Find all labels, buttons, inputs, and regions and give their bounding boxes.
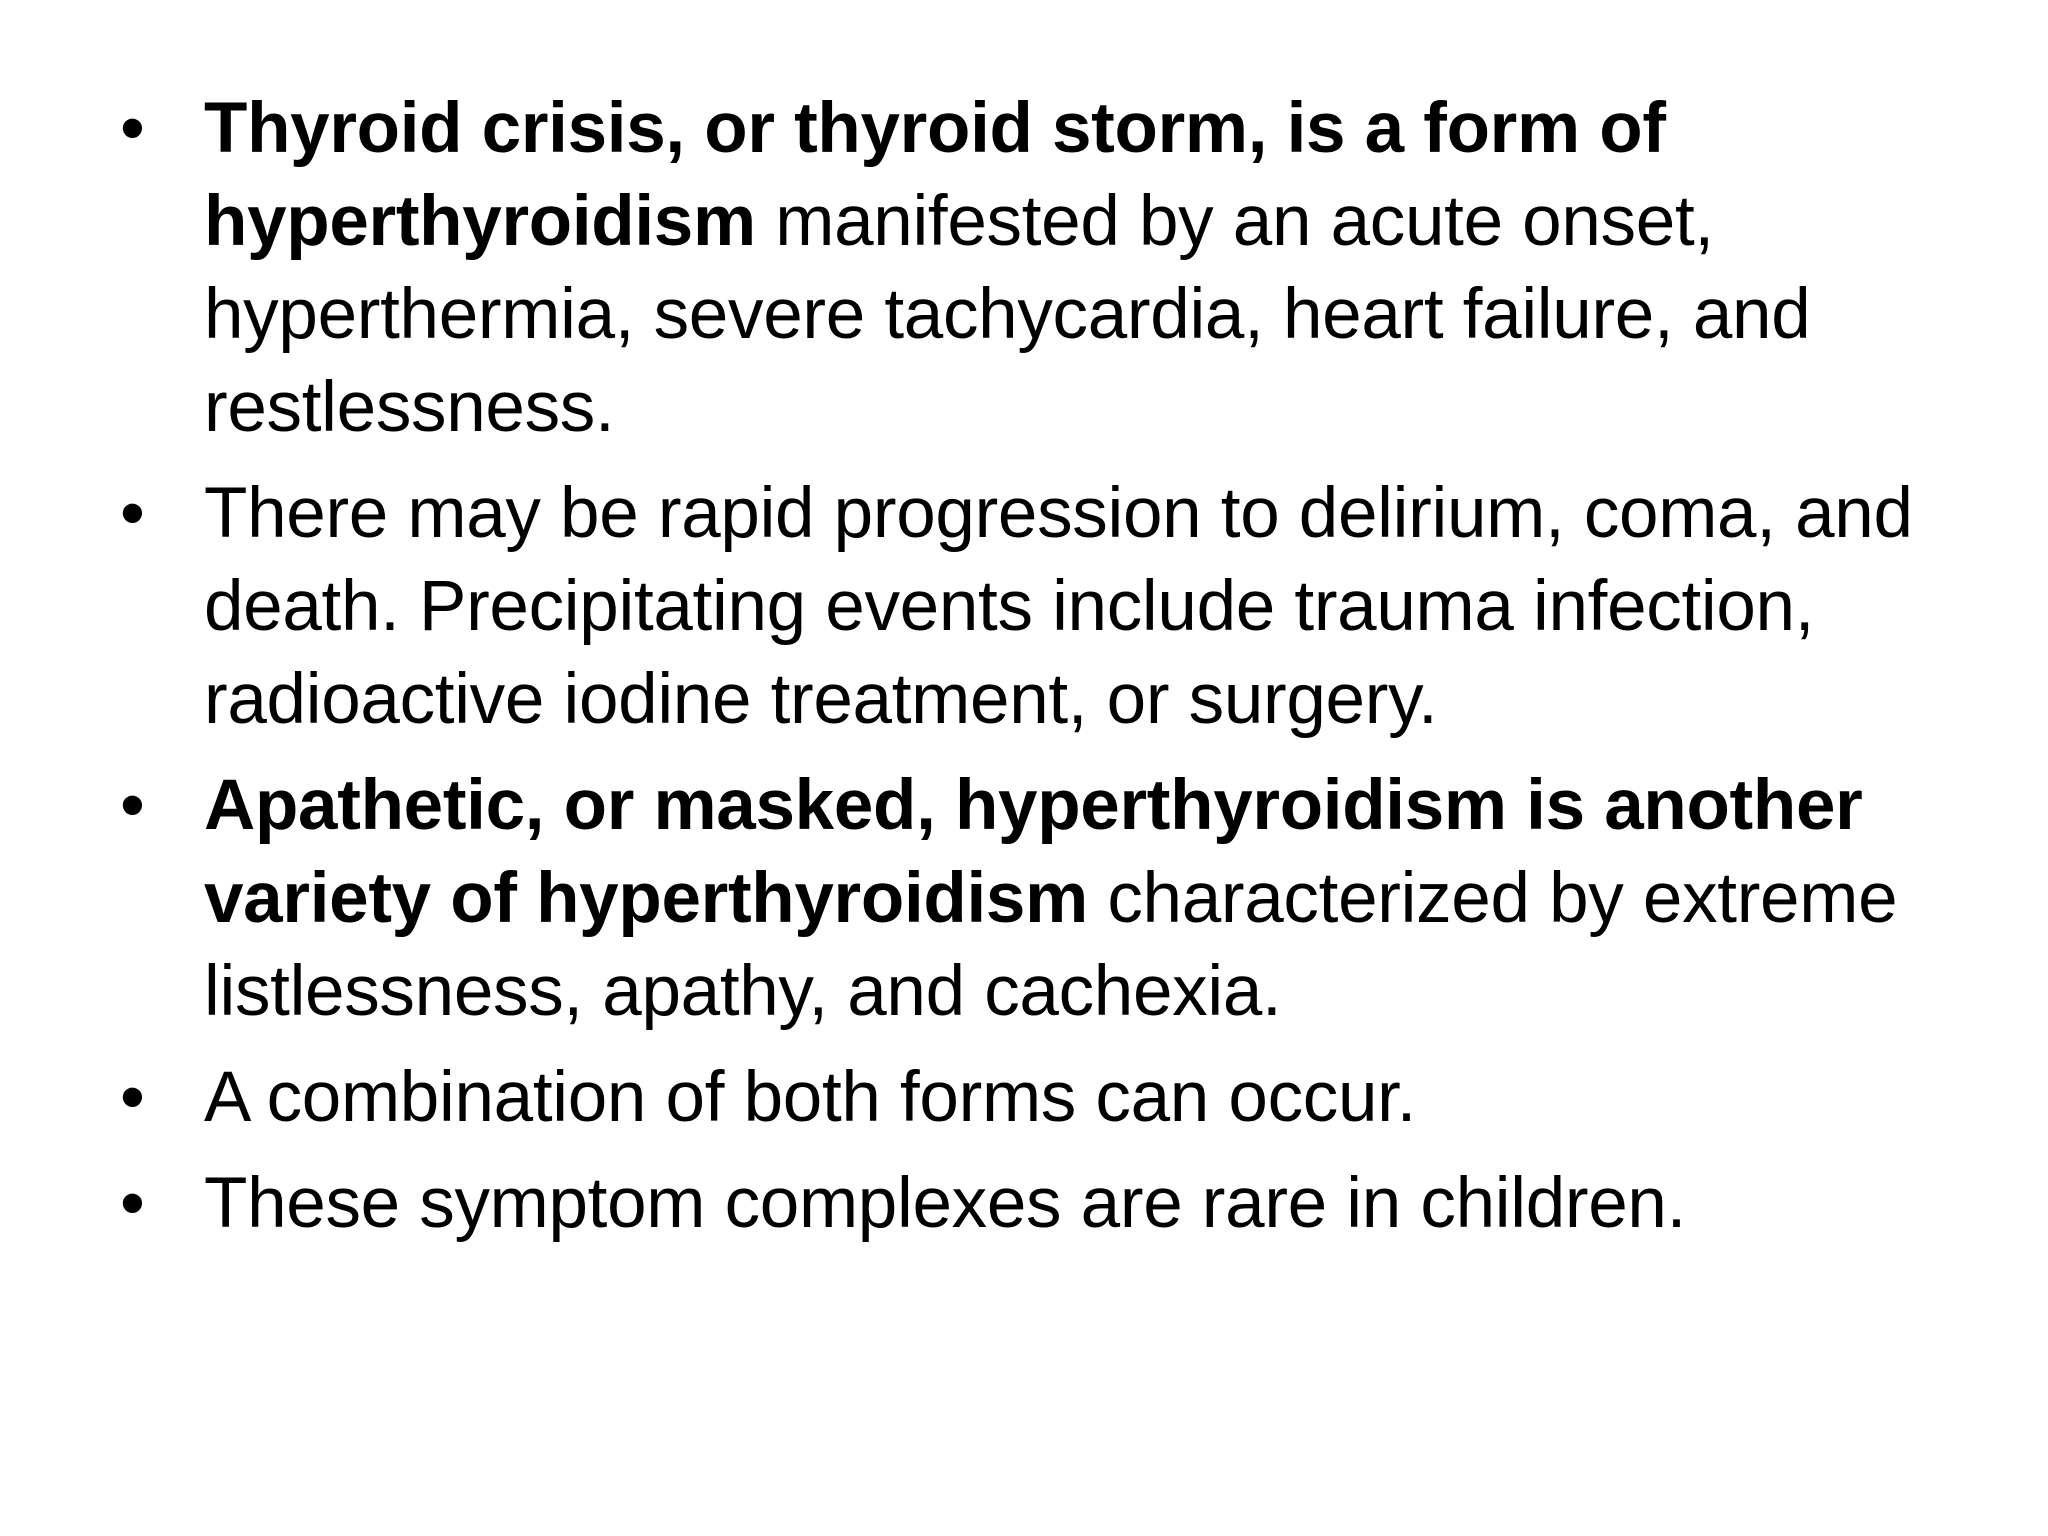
bullet-item-3 (120, 759, 1960, 1038)
bullet-item-4 (120, 1051, 1960, 1144)
bullet-1-text: manifested by an acute onset, hyperthermia, severe tachycardia, heart failure, and restlessness. (204, 182, 1811, 447)
bullet-list (120, 82, 1960, 1263)
bullet-3-bold-text: Apathetic, or masked, hyperthyroidism is another variety of hyperthyroidism (204, 766, 1863, 938)
bullet-2-text: There may be rapid progression to delirium, coma, and death. Precipitating events include trauma infection, radioactive iodine treatment, or surgery. (204, 474, 1913, 739)
bullet-icon: • (120, 474, 145, 553)
bullet-item-5 (120, 1157, 1960, 1250)
bullet-4-text: A combination of both forms can occur. (204, 1058, 1417, 1137)
bullet-icon: • (120, 1058, 145, 1137)
bullet-icon: • (120, 1164, 145, 1243)
bullet-item-2 (120, 467, 1960, 746)
bullet-icon: • (120, 766, 145, 845)
bullet-3-text: characterized by extreme listlessness, apathy, and cachexia. (204, 859, 1898, 1031)
bullet-1-bold-text: Thyroid crisis, or thyroid storm, is a form of hyperthyroidism (204, 89, 1666, 261)
bullet-item-1 (120, 82, 1960, 454)
bullet-5-text: These symptom complexes are rare in children. (204, 1164, 1687, 1243)
bullet-icon: • (120, 89, 145, 168)
